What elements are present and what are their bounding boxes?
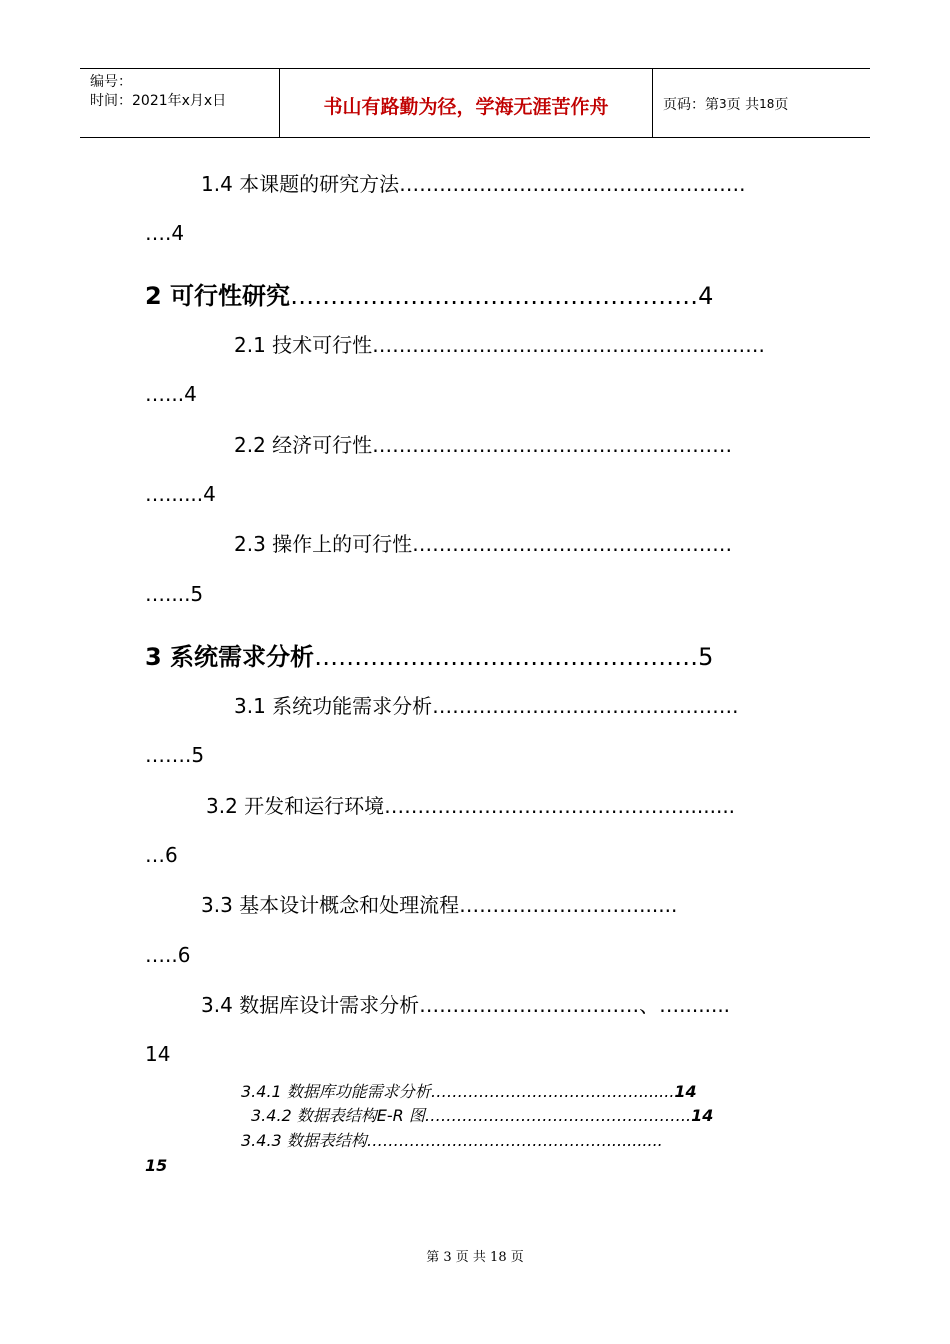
time-label: 时间：2021年x月x日 xyxy=(90,93,227,109)
toc-page: 14 xyxy=(691,1106,714,1125)
page-footer: 第 3 页 共 18 页 xyxy=(426,1250,524,1265)
header-page-info xyxy=(653,69,870,137)
toc-dots: ………………………………………… xyxy=(412,532,733,556)
toc-text: 3.4.2 数据表结构E-R 图 xyxy=(251,1106,425,1125)
header-meta xyxy=(80,69,280,137)
toc-text: 3.1 系统功能需求分析 xyxy=(234,694,433,718)
toc-text: 2.1 技术可行性 xyxy=(234,333,373,357)
toc-entry-2-2 xyxy=(234,432,732,458)
page-header xyxy=(80,68,870,138)
toc-page: 15 xyxy=(145,1156,168,1175)
toc-text: 3.2 开发和运行环境 xyxy=(206,794,385,818)
toc-dots: ………………………………………….. xyxy=(424,1106,692,1125)
toc-text: 1.4 本课题的研究方法 xyxy=(201,172,400,196)
toc-text: 3.3 基本设计概念和处理流程 xyxy=(201,893,460,917)
toc-text: 3.4 数据库设计需求分析 xyxy=(201,993,420,1017)
toc-dots: ………………………...... xyxy=(459,893,678,917)
page-prefix: 页码：第 xyxy=(663,97,719,113)
toc-entry-3-3 xyxy=(201,892,677,918)
toc-page: 5 xyxy=(698,643,714,671)
toc-dots: …………………………………....... xyxy=(430,1082,675,1101)
toc-dots: ……………………………、…........ xyxy=(419,993,731,1017)
toc-text: 2.2 经济可行性 xyxy=(234,433,373,457)
page-suffix: 页 xyxy=(774,97,789,113)
header-motto: 书山有路勤为径，学海无涯苦作舟 xyxy=(280,69,653,137)
toc-entry-3 xyxy=(145,642,713,672)
toc-entry-3-4-3 xyxy=(241,1131,663,1151)
toc-page: 14 xyxy=(674,1082,697,1101)
toc-text: 3.4.1 数据库功能需求分析 xyxy=(241,1082,431,1101)
page-total: 18 xyxy=(759,97,775,111)
toc-dots: ……………………………………………. xyxy=(399,172,746,196)
toc-dots: ………………………………………. xyxy=(432,694,739,718)
toc-entry-2-1-cont: …...4 xyxy=(145,382,197,406)
toc-entry-3-4-cont: 14 xyxy=(145,1042,171,1066)
toc-entry-3-4-2 xyxy=(251,1106,713,1126)
toc-entry-3-2-cont: …6 xyxy=(145,843,178,867)
toc-entry-3-4-1 xyxy=(241,1082,697,1102)
toc-entry-3-3-cont: …..6 xyxy=(145,943,191,967)
toc-text: 3.4.3 数据表结构 xyxy=(241,1131,367,1150)
toc-entry-2-3-cont: …....5 xyxy=(145,582,204,606)
toc-entry-3-4 xyxy=(201,992,730,1018)
toc-entry-3-2 xyxy=(206,793,735,819)
toc-dots: ……………………………………………… xyxy=(372,433,733,457)
toc-entry-1-4 xyxy=(201,171,746,197)
toc-entry-1-4-cont: ….4 xyxy=(145,221,185,245)
toc-dots: ………………………………………… xyxy=(314,643,699,671)
toc-text: 3 系统需求分析 xyxy=(145,643,315,671)
page-mid: 页 共 xyxy=(726,97,760,113)
toc-entry-2 xyxy=(145,281,713,311)
toc-entry-2-3 xyxy=(234,531,732,557)
toc-text: 2.3 操作上的可行性 xyxy=(234,532,413,556)
toc-dots: ………………………………………........ xyxy=(384,794,736,818)
toc-dots: …………………………………………… xyxy=(290,282,699,310)
toc-entry-2-1 xyxy=(234,332,765,358)
number-label: 编号： xyxy=(90,74,132,90)
toc-dots: ……………………………………………….…. xyxy=(372,333,765,357)
toc-entry-3-1-cont: …….5 xyxy=(145,743,205,767)
toc-entry-2-2-cont: …......4 xyxy=(145,482,216,506)
page-current: 3 xyxy=(719,97,727,111)
toc-entry-3-4-3-cont xyxy=(145,1156,167,1176)
toc-dots: ………………………………………........... xyxy=(366,1131,663,1150)
toc-entry-3-1 xyxy=(234,693,739,719)
toc-page: 4 xyxy=(698,282,714,310)
toc-text: 2 可行性研究 xyxy=(145,282,291,310)
